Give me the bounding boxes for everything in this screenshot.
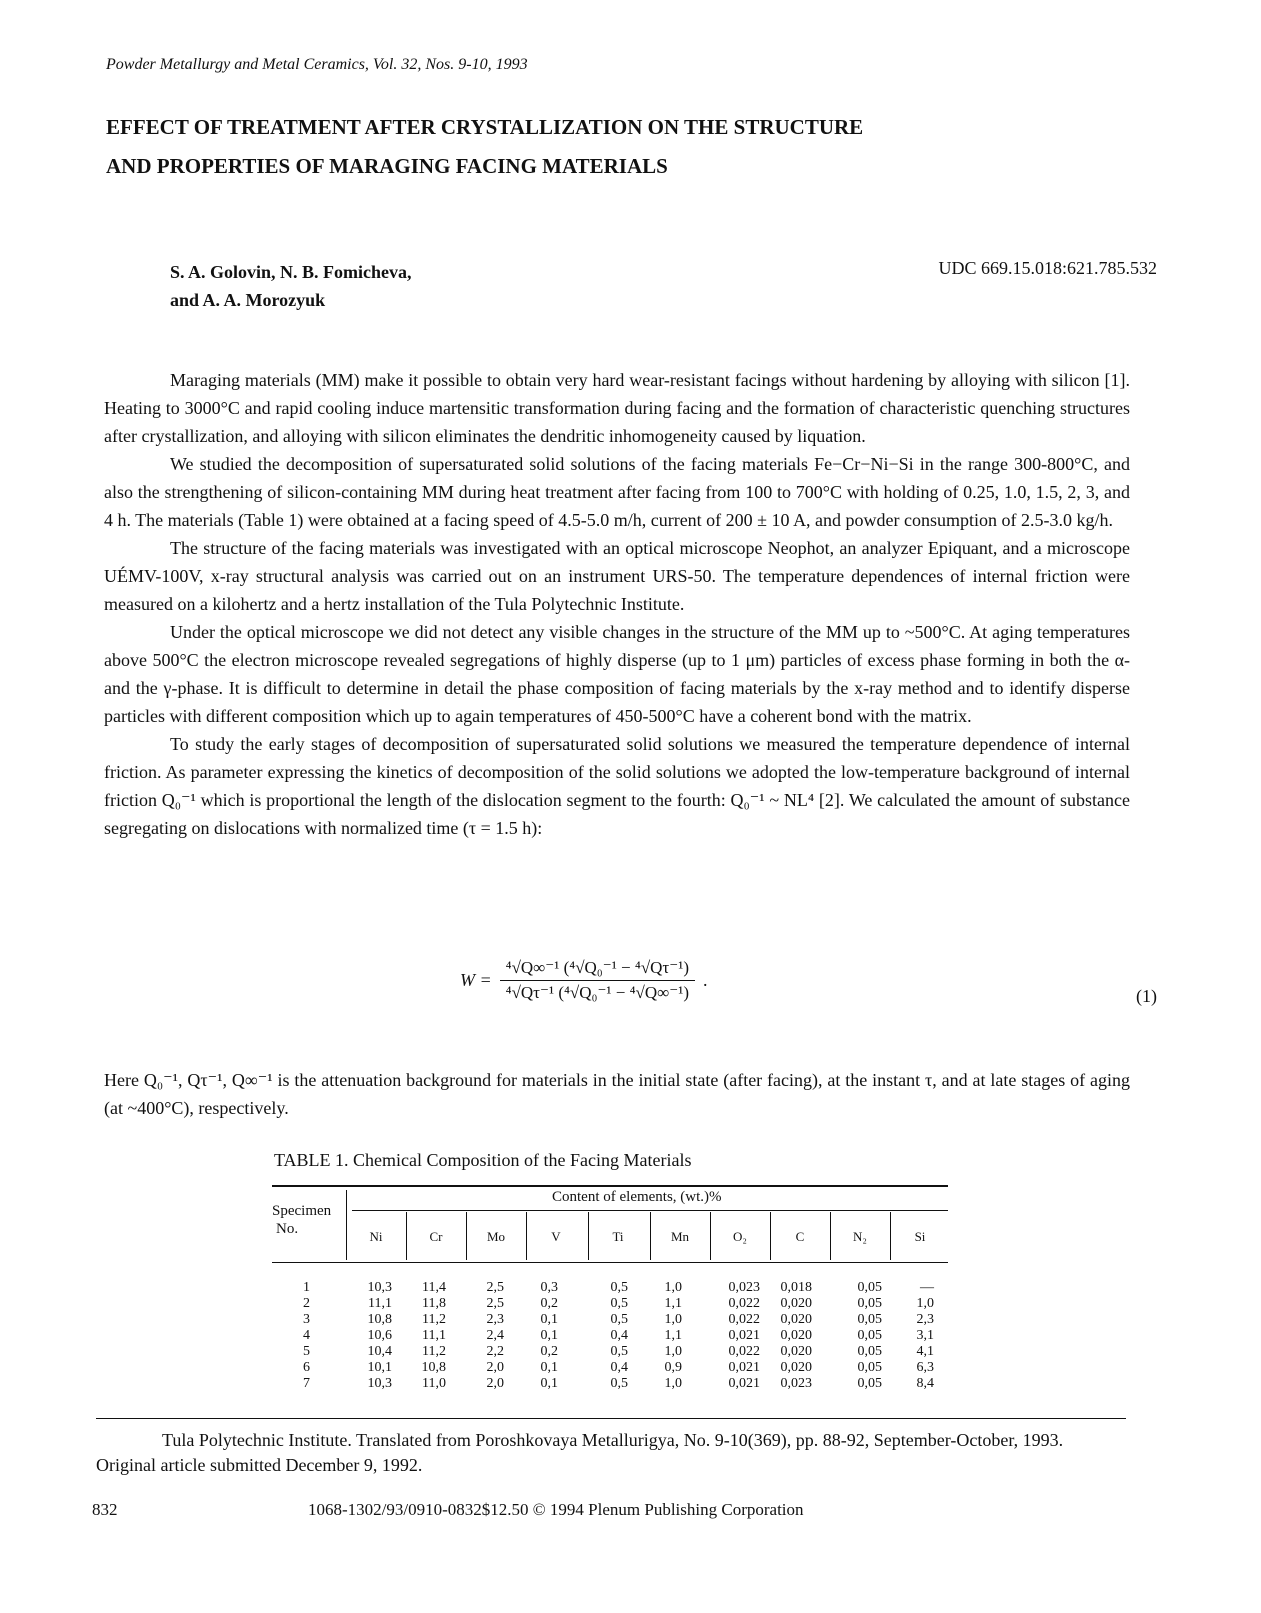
body-text <box>104 366 1130 842</box>
table-column-mo: 2,5 2,5 2,3 2,4 2,2 2,0 2,0 <box>486 1280 504 1391</box>
paragraph: We studied the decomposition of supersaturated solid solutions of the facing materials Fe−Cr−Ni−Si in the range 300-800°C, and also the strengthening of silicon-containing MM during heat treatment after facing from 100 to 700°C with holding of 0.25, 1.0, 1.5, 2, 3, and 4 h. The materials (Table 1) were obtained at a facing speed of 4.5-5.0 m/h, current of 200 ± 10 A, and powder consumption of 2.5-3.0 kg/h. <box>104 454 1130 530</box>
table-column-n2: 0,05 0,05 0,05 0,05 0,05 0,05 0,05 <box>857 1280 882 1391</box>
table-column-header-ni: Ni <box>369 1229 383 1244</box>
table-column-header-cr: Cr <box>429 1229 443 1244</box>
table-column-specimen: 1 2 3 4 5 6 7 <box>303 1280 310 1391</box>
copyright-line: 1068-1302/93/0910-0832$12.50 © 1994 Plenum Publishing Corporation <box>308 1500 804 1519</box>
authors-line-1: S. A. Golovin, N. B. Fomicheva, <box>170 262 412 282</box>
authors-line-2: and A. A. Morozyuk <box>170 290 326 310</box>
table-column-c: 0,018 0,020 0,020 0,020 0,020 0,020 0,023 <box>780 1280 812 1391</box>
table-column-header-mn: Mn <box>670 1229 690 1244</box>
footnote-rule <box>96 1418 1126 1419</box>
table-group-rule <box>352 1210 948 1211</box>
table-column-header-o2: O₂ <box>733 1229 747 1244</box>
table-column-o2: 0,023 0,022 0,022 0,021 0,022 0,021 0,021 <box>728 1280 760 1391</box>
paragraph: Under the optical microscope we did not detect any visible changes in the structure of the MM up to ~500°C. At aging temperatures above 500°C the electron microscope revealed segregations of highly disperse (up to 1 μm) particles of excess phase forming in both the α- and the γ-phase. It is difficult to determine in detail the phase composition of facing materials by the x-ray method and to identify disperse particles with different composition which up to again temperatures of 450-500°C have a coherent bond with the matrix. <box>104 622 1130 726</box>
paragraph: The structure of the facing materials was investigated with an optical microscope Neophot, an analyzer Epiquant, and a microscope UÉMV-100V, x-ray structural analysis was carried out on an instrument URS-50. The temperature dependences of internal friction were measured on a kilohertz and a hertz installation of the Tula Polytechnic Institute. <box>104 538 1130 614</box>
table-column-header-ti: Ti <box>612 1229 624 1244</box>
table-header-rule <box>272 1262 948 1263</box>
table-caption: TABLE 1. Chemical Composition of the Facing Materials <box>274 1150 692 1170</box>
table-column-header-n2: N₂ <box>853 1229 867 1244</box>
journal-reference: Powder Metallurgy and Metal Ceramics, Vol. 32, Nos. 9-10, 1993 <box>106 56 528 73</box>
article-title: EFFECT OF TREATMENT AFTER CRYSTALLIZATION ON THE STRUCTURE AND PROPERTIES OF MARAGING FACING MATERIALS <box>106 115 864 178</box>
table-column-si: — 1,0 2,3 3,1 4,1 6,3 8,4 <box>916 1280 934 1391</box>
table-column-header-v: V <box>551 1229 561 1244</box>
footnote: Tula Polytechnic Institute. Translated from Poroshkovaya Metallurigya, No. 9-10(369), pp. 88-92, September-October, 1993. Original article submitted December 9, 1992. <box>96 1430 1064 1475</box>
equation-number: (1) <box>1136 986 1157 1006</box>
table-column-header-mo: Mo <box>486 1229 506 1244</box>
table-column-ti: 0,5 0,5 0,5 0,4 0,5 0,4 0,5 <box>610 1280 628 1391</box>
table-stub-header: No. <box>276 1221 299 1237</box>
equation-lhs: W = <box>460 970 492 990</box>
table-group-header: Content of elements, (wt.)% <box>552 1189 722 1205</box>
paragraph: Maraging materials (MM) make it possible to obtain very hard wear-resistant facings without hardening by alloying with silicon [1]. Heating to 3000°C and rapid cooling induce martensitic transformation during facing and the formation of characteristic quenching structures after crystallization, and alloying with silicon eliminates the dendritic inhomogeneity caused by liquation. <box>104 370 1130 446</box>
table-top-rule <box>272 1185 948 1187</box>
table-column-header-si: Si <box>914 1229 926 1244</box>
table-column-mn: 1,0 1,1 1,0 1,1 1,0 0,9 1,0 <box>664 1280 682 1391</box>
equation-denominator: ⁴√Qτ⁻¹ (⁴√Q₀⁻¹ − ⁴√Q∞⁻¹) <box>505 983 689 1002</box>
table-stub-divider <box>346 1190 347 1260</box>
authors <box>170 258 412 314</box>
table-column-v: 0,3 0,2 0,1 0,1 0,2 0,1 0,1 <box>540 1280 558 1391</box>
table-stub-header: Specimen <box>272 1203 332 1219</box>
table-column-cr: 11,4 11,8 11,2 11,1 11,2 10,8 11,0 <box>421 1280 446 1391</box>
page-number: 832 <box>92 1500 118 1519</box>
udc-code: UDC 669.15.018:621.785.532 <box>938 258 1157 278</box>
table-column-header-c: C <box>795 1229 805 1244</box>
equation-dot: . <box>703 970 708 990</box>
equation-fraction <box>500 958 695 1003</box>
equation-numerator: ⁴√Q∞⁻¹ (⁴√Q₀⁻¹ − ⁴√Qτ⁻¹) <box>500 958 695 981</box>
post-equation-text: Here Q₀⁻¹, Qτ⁻¹, Q∞⁻¹ is the attenuation background for materials in the initial state (after facing), at the instant τ, and at late stages of aging (at ~400°C), respectively. <box>104 1070 1130 1118</box>
paragraph: To study the early stages of decomposition of supersaturated solid solutions we measured the temperature dependence of internal friction. As parameter expressing the kinetics of decomposition of the solid solutions we adopted the low-temperature background of internal friction Q₀⁻¹ which is proportional the length of the dislocation segment to the fourth: Q₀⁻¹ ~ NL⁴ [2]. We calculated the amount of substance segregating on dislocations with normalized time (τ = 1.5 h): <box>104 734 1130 838</box>
equation <box>460 958 708 1003</box>
table-column-ni: 10,3 11,1 10,8 10,6 10,4 10,1 10,3 <box>367 1280 392 1391</box>
